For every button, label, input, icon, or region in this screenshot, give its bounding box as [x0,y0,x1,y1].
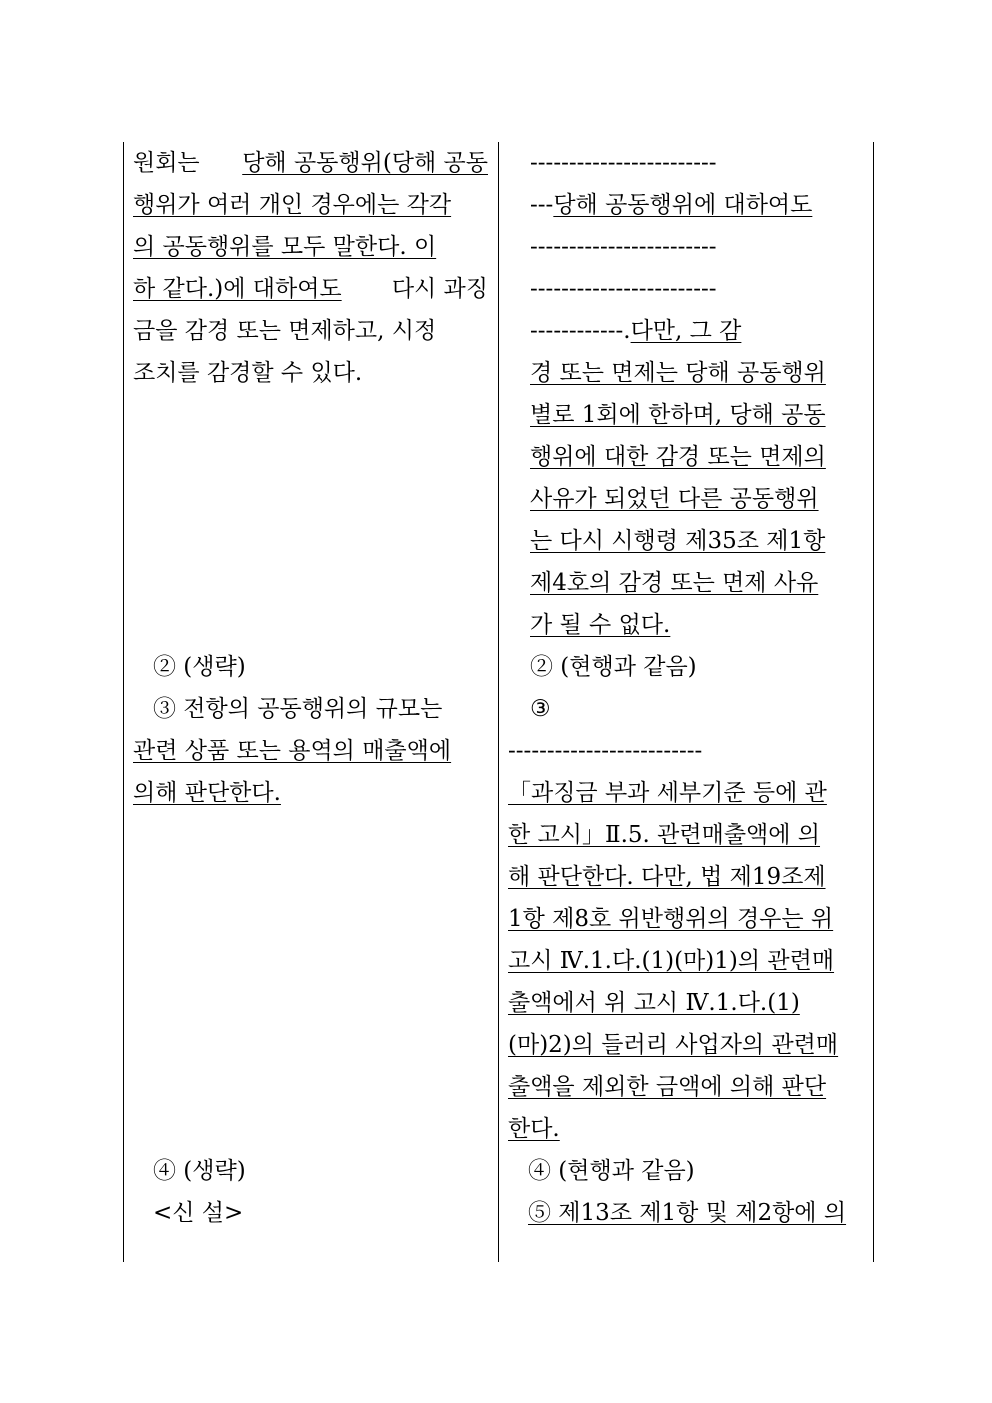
right-item-3-line-3: 해 판단한다. 다만, 법 제19조제 [508,864,826,890]
left-line-3: 의 공동행위를 모두 말한다. 이 [133,234,437,260]
right-u-line-4: 사유가 되었던 다른 공동행위 [530,486,819,512]
right-column [530,142,864,730]
right-column-lower [508,730,864,1150]
right-item-3-line-6: 출액에서 위 고시 Ⅳ.1.다.(1) [508,990,800,1016]
right-item-5: ⑤ 제13조 제1항 및 제2항에 의 [528,1200,847,1226]
right-u-line-5: 는 다시 시행령 제35조 제1항 [530,528,826,554]
left-line-5: 금을 감경 또는 면제하고, 시정 [133,318,437,344]
right-item-3-line-5: 고시 Ⅳ.1.다.(1)(마)1)의 관련매 [508,948,835,974]
table-border-left [123,142,124,1262]
left-column [133,142,488,394]
left-item-3-line-3: 의해 판단한다. [133,780,281,806]
right-line-2: --- 당해 공동행위에 대하여도 [530,192,813,218]
right-line-5: ------------. 다만, 그 감 [530,318,742,344]
right-item-3: ③ [530,696,551,722]
left-item-4: ④ (생략) [153,1158,246,1184]
right-item-4: ④ (현행과 같음) [528,1158,695,1184]
right-item-3-line-7: (마)2)의 들러리 사업자의 관련매 [508,1032,839,1058]
table-border-right [873,142,874,1262]
left-item-3-line-2: 관련 상품 또는 용역의 매출액에 [133,738,452,764]
right-item-3-line-9: 한다. [508,1116,560,1142]
right-item-3-line-2: 한 고시」Ⅱ.5. 관련매출액에 의 [508,822,821,848]
right-dashes-4: ------------------------ [530,276,717,302]
right-dashes-1: ------------------------ [530,150,717,176]
table-border-middle [498,142,499,1262]
right-item-3-line-4: 1항 제8호 위반행위의 경우는 위 [508,906,834,932]
right-item-2: ② (현행과 같음) [530,654,697,680]
right-u-line-1: 경 또는 면제는 당해 공동행위 [530,360,826,386]
right-dashes-3: ------------------------ [530,234,717,260]
right-item-3-line-8: 출액을 제외한 금액에 의해 판단 [508,1074,827,1100]
right-u-line-6: 제4호의 감경 또는 면제 사유 [530,570,819,596]
right-u-line-3: 행위에 대한 감경 또는 면제의 [530,444,826,470]
left-new-label: <신 설> [153,1200,244,1226]
left-item-2: ② (생략) [153,654,246,680]
left-line-4: 하 같다.)에 대하여도 다시 과징 [133,276,488,302]
left-line-2: 행위가 여러 개인 경우에는 각각 [133,192,452,218]
left-line-6: 조치를 감경할 수 있다. [133,360,363,386]
right-u-line-7: 가 될 수 없다. [530,612,671,638]
right-u-line-2: 별로 1회에 한하며, 당해 공동 [530,402,826,428]
left-line-1: 원회는 당해 공동행위(당해 공동 [133,150,488,176]
left-item-3: ③ 전항의 공동행위의 규모는 [153,696,443,722]
right-item-3-dashes: ------------------------- [508,738,703,764]
right-item-3-line-1: 「과징금 부과 세부기준 등에 관 [508,780,827,806]
